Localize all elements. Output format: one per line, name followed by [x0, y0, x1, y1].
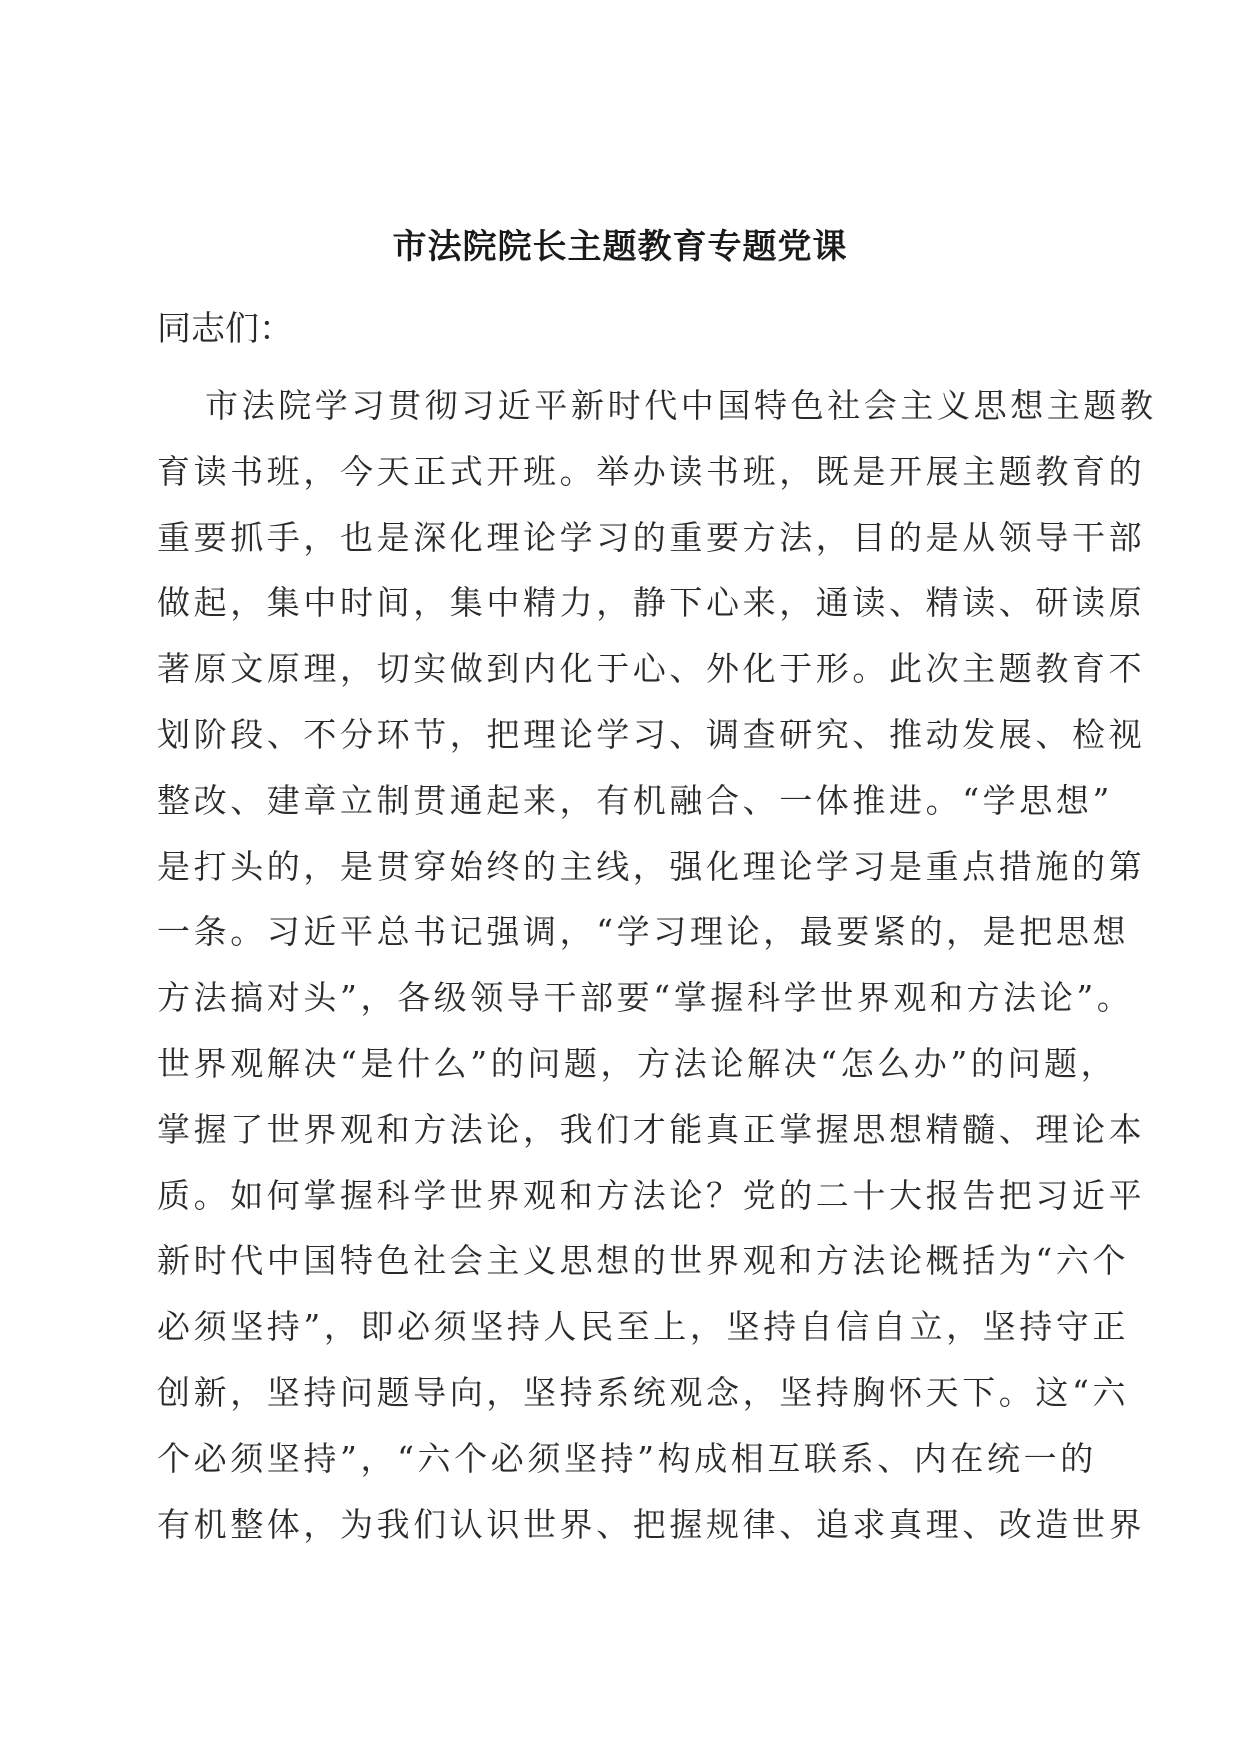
- paragraph-line: 做起，集中时间，集中精力，静下心来，通读、精读、研读原: [157, 583, 1146, 623]
- document-title: 市法院院长主题教育专题党课: [392, 227, 848, 267]
- paragraph-line: 掌握了世界观和方法论，我们才能真正掌握思想精髓、理论本: [157, 1109, 1146, 1149]
- paragraph-line: 整改、建章立制贯通起来，有机融合、一体推进。“学思想”: [157, 780, 1113, 820]
- paragraph-line: 必须坚持”，即必须坚持人民至上，坚持自信自立，坚持守正: [157, 1307, 1130, 1347]
- paragraph-line: 市法院学习贯彻习近平新时代中国特色社会主义思想主题教: [205, 386, 1157, 425]
- paragraph-line: 质。如何掌握科学世界观和方法论？党的二十大报告把习近平: [157, 1175, 1146, 1215]
- salutation: 同志们：: [157, 309, 293, 349]
- paragraph-line: 一条。习近平总书记强调，“学习理论，最要紧的，是把思想: [157, 912, 1130, 952]
- paragraph-line: 著原文原理，切实做到内化于心、外化于形。此次主题教育不: [157, 649, 1146, 689]
- paragraph-line: 重要抓手，也是深化理论学习的重要方法，目的是从领导干部: [157, 517, 1146, 557]
- paragraph-line: 有机整体，为我们认识世界、把握规律、追求真理、改造世界: [157, 1504, 1146, 1544]
- paragraph-line: 方法搞对头”，各级领导干部要“掌握科学世界观和方法论”。: [157, 978, 1134, 1018]
- paragraph-line: 是打头的，是贯穿始终的主线，强化理论学习是重点措施的第: [157, 846, 1146, 886]
- paragraph-line: 个必须坚持”，“六个必须坚持”构成相互联系、内在统一的: [157, 1438, 1097, 1478]
- paragraph-line: 世界观解决“是什么”的问题，方法论解决“怎么办”的问题，: [157, 1043, 1118, 1083]
- paragraph-line: 新时代中国特色社会主义思想的世界观和方法论概括为“六个: [157, 1241, 1130, 1281]
- paragraph-line: 划阶段、不分环节，把理论学习、调查研究、推动发展、检视: [157, 714, 1146, 754]
- paragraph-line: 创新，坚持问题导向，坚持系统观念，坚持胸怀天下。这“六: [157, 1372, 1130, 1412]
- body-paragraph: [157, 373, 1157, 1557]
- paragraph-line: 育读书班，今天正式开班。举办读书班，既是开展主题教育的: [157, 451, 1146, 491]
